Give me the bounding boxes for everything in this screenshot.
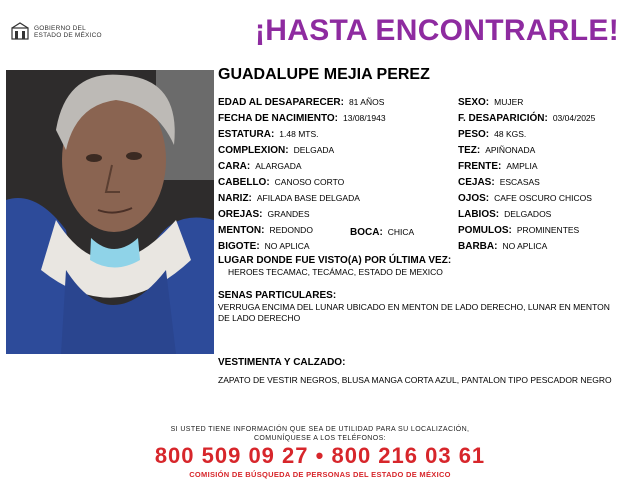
last-seen-label: LUGAR DONDE FUE VISTO(A) POR ÚLTIMA VEZ:: [218, 255, 452, 266]
field-tez-value: APIÑONADA: [485, 145, 536, 155]
field-tez-label: TEZ:: [458, 145, 481, 156]
field-cara: [218, 161, 302, 172]
field-peso-label: PESO:: [458, 129, 490, 140]
government-logo: [10, 22, 102, 42]
field-pomulos-label: POMULOS:: [458, 225, 512, 236]
field-orejas: [218, 209, 310, 220]
commission-name: COMISIÓN DE BÚSQUEDA DE PERSONAS DEL ESTADO DE MÉXICO: [189, 470, 451, 479]
field-cejas: [458, 177, 540, 188]
field-estatura-value: 1.48 MTS.: [279, 129, 319, 139]
field-orejas-value: GRANDES: [267, 209, 310, 219]
field-boca-value: CHICA: [387, 227, 415, 237]
particular-marks-label: SENAS PARTICULARES:: [218, 290, 337, 301]
field-sexo-value: MUJER: [494, 97, 524, 107]
field-pomulos: [458, 225, 579, 236]
field-barba-label: BARBA:: [458, 241, 498, 252]
field-fecha-nacimiento: [218, 113, 386, 124]
logo-line-1: GOBIERNO DEL: [34, 25, 86, 32]
field-boca: [350, 227, 414, 238]
field-peso: [458, 129, 526, 140]
field-nariz-label: NARIZ:: [218, 193, 252, 204]
field-fecha-nacimiento-value: 13/08/1943: [343, 113, 386, 123]
field-menton-label: MENTON:: [218, 225, 265, 236]
particular-marks-value: VERRUGA ENCIMA DEL LUNAR UBICADO EN MENTON DE LADO DERECHO, LUNAR EN MENTON DE LADO DERECHO: [218, 302, 610, 323]
last-seen-value: HEROES TECAMAC, TECÁMAC, ESTADO DE MEXICO: [228, 267, 443, 277]
field-menton: [218, 225, 313, 236]
field-edad-value: 81 AÑOS: [348, 97, 385, 107]
field-labios-label: LABIOS:: [458, 209, 500, 220]
person-name: GUADALUPE MEJIA PEREZ: [218, 66, 430, 83]
field-nariz-value: AFILADA BASE DELGADA: [256, 193, 360, 203]
field-bigote: [218, 241, 310, 252]
phone-separator: •: [315, 443, 325, 468]
field-sexo: [458, 97, 523, 108]
field-frente: [458, 161, 538, 172]
field-frente-value: AMPLIA: [506, 161, 538, 171]
field-complexion: [218, 145, 334, 156]
field-edad-label: EDAD AL DESAPARECER:: [218, 97, 344, 108]
field-fecha-desaparicion-label: F. DESAPARICIÓN:: [458, 113, 548, 124]
phone-numbers: [0, 443, 640, 469]
field-estatura: [218, 129, 319, 140]
phone-1[interactable]: 800 509 09 27: [154, 443, 309, 468]
logo-line-2: ESTADO DE MÉXICO: [34, 32, 102, 39]
field-frente-label: FRENTE:: [458, 161, 502, 172]
info-line-2: COMUNÍQUESE A LOS TELÉFONOS:: [253, 435, 387, 442]
state-emblem-icon: [10, 22, 30, 42]
field-menton-value: REDONDO: [269, 225, 313, 235]
field-estatura-label: ESTATURA:: [218, 129, 275, 140]
field-peso-value: 48 KGS.: [494, 129, 527, 139]
field-complexion-label: COMPLEXION:: [218, 145, 289, 156]
field-bigote-label: BIGOTE:: [218, 241, 260, 252]
field-ojos-value: CAFE OSCURO CHICOS: [494, 193, 592, 203]
field-ojos: [458, 193, 592, 204]
field-fecha-nacimiento-label: FECHA DE NACIMIENTO:: [218, 113, 338, 124]
field-cejas-label: CEJAS:: [458, 177, 495, 188]
info-line-1: SI USTED TIENE INFORMACIÓN QUE SEA DE UTILIDAD PARA SU LOCALIZACIÓN,: [170, 426, 470, 433]
field-cara-label: CARA:: [218, 161, 251, 172]
field-pomulos-value: PROMINENTES: [516, 225, 580, 235]
field-bigote-value: NO APLICA: [264, 241, 310, 251]
field-cara-value: ALARGADA: [255, 161, 302, 171]
field-edad: [218, 97, 384, 108]
person-photo: [6, 70, 214, 354]
field-barba: [458, 241, 547, 252]
field-cabello-value: CANOSO CORTO: [274, 177, 345, 187]
field-cejas-value: ESCASAS: [499, 177, 540, 187]
field-cabello-label: CABELLO:: [218, 177, 270, 188]
field-fecha-desaparicion: [458, 113, 595, 124]
field-ojos-label: OJOS:: [458, 193, 490, 204]
field-fecha-desaparicion-value: 03/04/2025: [552, 113, 596, 123]
field-cabello: [218, 177, 344, 188]
phone-2[interactable]: 800 216 03 61: [331, 443, 486, 468]
field-tez: [458, 145, 535, 156]
field-complexion-value: DELGADA: [293, 145, 335, 155]
clothing-label: VESTIMENTA Y CALZADO:: [218, 357, 346, 368]
field-labios: [458, 209, 551, 220]
clothing-value: ZAPATO DE VESTIR NEGROS, BLUSA MANGA CORTA AZUL, PANTALON TIPO PESCADOR NEGRO: [218, 375, 612, 385]
field-barba-value: NO APLICA: [502, 241, 548, 251]
field-sexo-label: SEXO:: [458, 97, 490, 108]
field-labios-value: DELGADOS: [504, 209, 552, 219]
headline: ¡HASTA ENCONTRARLE!: [255, 14, 620, 47]
field-nariz: [218, 193, 360, 204]
field-orejas-label: OREJAS:: [218, 209, 263, 220]
field-boca-label: BOCA:: [350, 227, 383, 238]
